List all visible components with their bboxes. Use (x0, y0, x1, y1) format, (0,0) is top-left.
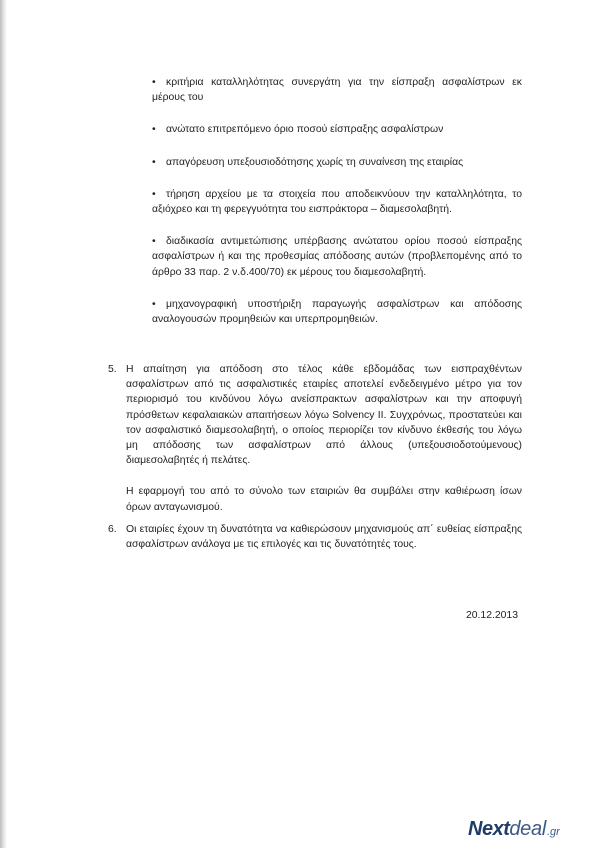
item-number: 6. (108, 524, 117, 535)
bullet-item: • ανώτατο επιτρεπόμενο όριο ποσού είσπραξης ασφαλίστρων (152, 122, 522, 137)
bullet-icon: • (152, 298, 156, 310)
bullet-icon: • (152, 156, 156, 168)
bullet-icon: • (152, 124, 156, 136)
nextdeal-logo (468, 818, 560, 842)
paragraph: Οι εταιρίες έχουν τη δυνατότητα να καθιερώσουν μηχανισμούς απ΄ ευθείας είσπραξης ασφαλίστρων ανάλογα με τις επιλογές και τις δυνατότητές τους. (126, 524, 522, 551)
paragraph: Η απαίτηση για απόδοση στο τέλος κάθε εβδομάδας των εισπραχθέντων ασφαλίστρων από τις ασφαλιστικές εταιρίες αποτελεί ενδεδειγμένο μέτρο για τον περιορισμό του κινδύνου λόγω ανείσπρακτων ασφαλίστρων και την αποφυγή πρόσθετων κεφαλαιακών απαιτήσεων λόγω Solvency II. Συγχρόνως, προστατεύει και τον ασφαλιστικό διαμεσολαβητή, ο οποίος περιορίζει τον κίνδυνο έκθεσής του λόγω μη απόδοσης των ασφαλίστρων από άλλους (υπεξουσιοδοτούμενους) διαμεσολαβητές ή πελάτες. (126, 364, 522, 467)
bullet-icon: • (152, 188, 156, 200)
numbered-item-6 (108, 522, 522, 552)
bullet-item: • τήρηση αρχείου με τα στοιχεία που αποδεικνύουν την καταλληλότητα, το αξιόχρεο και τη φερεγγυότητα του εισπράκτορα – διαμεσολαβητή. (152, 188, 522, 216)
logo-deal: deal (509, 818, 546, 840)
paragraph: Η εφαρμογή του από το σύνολο των εταιριών θα συμβάλει στην καθιέρωση ίσων όρων ανταγωνισμού. (126, 486, 522, 513)
item-number: 5. (108, 364, 117, 375)
document-date: 20.12.2013 (465, 610, 518, 621)
bullet-item: • διαδικασία αντιμετώπισης υπέρβασης ανώτατου ορίου ποσού είσπραξης ασφαλίστρων ή και της προθεσμίας απόδοσης αυτών (προβλεπομένης από το άρθρο 33 παρ. 2 ν.δ.400/70) εκ μέρους του διαμεσολαβητή. (152, 236, 522, 278)
numbered-item-5 (108, 362, 522, 515)
bullet-item: • μηχανογραφική υποστήριξη παραγωγής ασφαλίστρων και απόδοσης αναλογουσών προμηθειών και υπερπρομηθειών. (152, 298, 522, 326)
bullet-item: • κριτήρια καταλληλότητας συνεργάτη για την είσπραξη ασφαλίστρων εκ μέρους του (152, 77, 522, 104)
item-body (126, 522, 522, 552)
scan-edge-shadow (0, 0, 7, 848)
item-body (126, 362, 522, 515)
bullet-icon: • (152, 236, 156, 248)
bullet-list (152, 75, 522, 344)
bullet-icon: • (152, 77, 156, 88)
bullet-item: • απαγόρευση υπεξουσιοδότησης χωρίς τη συναίνεση της εταιρίας (152, 155, 522, 170)
logo-tld: .gr (546, 826, 560, 838)
logo-next: Next (468, 818, 510, 840)
